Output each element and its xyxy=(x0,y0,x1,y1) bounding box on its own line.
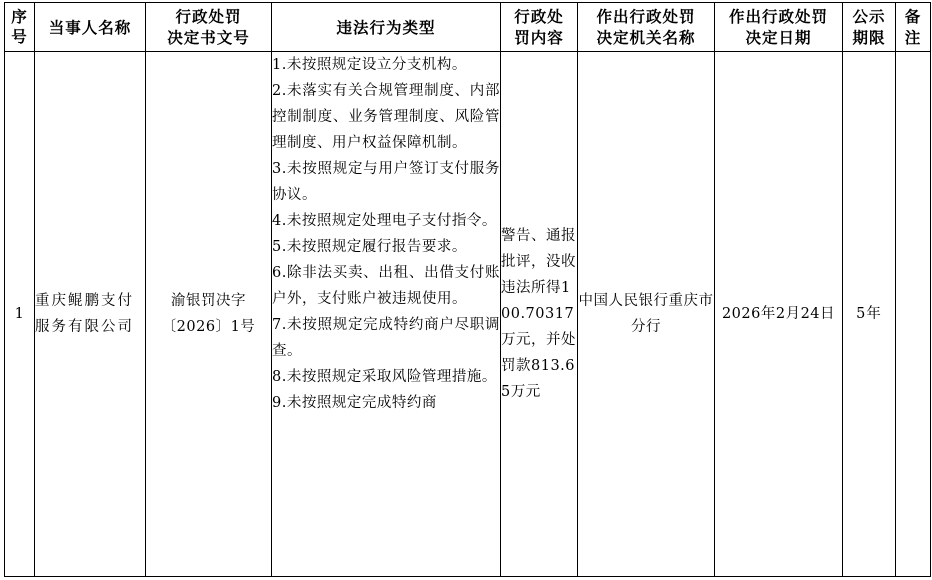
header-violation-type: 违法行为类型 xyxy=(272,3,501,52)
cell-doc-no: 渝银罚决字〔2026〕1号 xyxy=(146,52,272,577)
penalty-table xyxy=(4,2,931,577)
table-row xyxy=(5,52,931,577)
cell-party: 重庆鲲鹏支付服务有限公司 xyxy=(35,52,146,577)
cell-seq: 1 xyxy=(5,52,35,577)
header-doc-no: 行政处罚 决定书文号 xyxy=(146,3,272,52)
header-seq: 序号 xyxy=(5,3,35,52)
table-header xyxy=(5,3,931,52)
cell-authority: 中国人民银行重庆市分行 xyxy=(578,52,715,577)
violation-item: 9.未按照规定完成特约商 xyxy=(272,395,437,411)
violation-item: 6.除非法买卖、出租、出借支付账户外，支付账户被违规使用。 xyxy=(272,265,500,307)
header-publicity-period: 公示 期限 xyxy=(843,3,896,52)
header-authority: 作出行政处罚 决定机关名称 xyxy=(578,3,715,52)
violation-item: 8.未按照规定采取风险管理措施。 xyxy=(272,369,497,385)
header-remarks: 备 注 xyxy=(896,3,931,52)
cell-decision-date: 2026年2月24日 xyxy=(715,52,843,577)
violation-item: 1.未按照规定设立分支机构。 xyxy=(272,57,467,73)
cell-violations xyxy=(272,52,501,577)
violation-item: 3.未按照规定与用户签订支付服务协议。 xyxy=(272,161,500,203)
violation-item: 4.未按照规定处理电子支付指令。 xyxy=(272,213,497,229)
header-decision-date: 作出行政处罚 决定日期 xyxy=(715,3,843,52)
header-party: 当事人名称 xyxy=(35,3,146,52)
violation-item: 2.未落实有关合规管理制度、内部控制制度、业务管理制度、风险管理制度、用户权益保障机制。 xyxy=(272,83,500,151)
cell-publicity-period: 5年 xyxy=(843,52,896,577)
violation-item: 7.未按照规定完成特约商户尽职调查。 xyxy=(272,317,500,359)
cell-remarks xyxy=(896,52,931,577)
header-penalty-content: 行政处 罚内容 xyxy=(501,3,578,52)
cell-penalty-content: 警告、通报批评，没收违法所得100.70317万元，并处罚款813.65万元 xyxy=(501,52,578,577)
violation-item: 5.未按照规定履行报告要求。 xyxy=(272,239,467,255)
